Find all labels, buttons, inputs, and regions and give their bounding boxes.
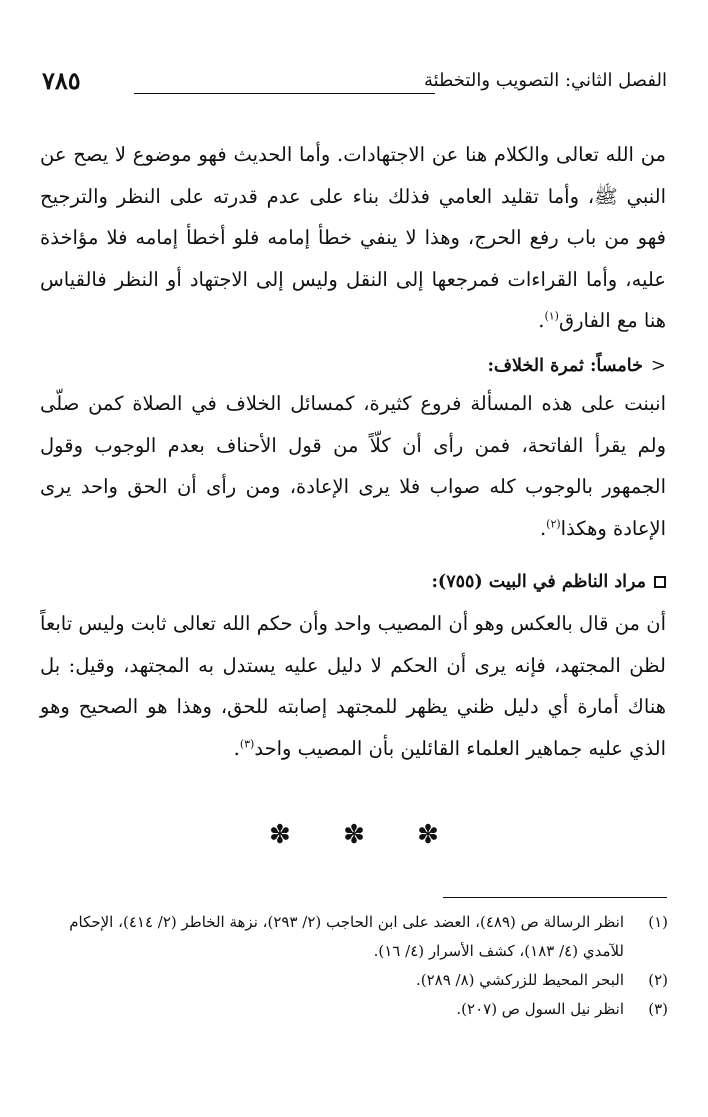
chapter-title: الفصل الثاني: التصويب والتخطئة	[423, 70, 667, 91]
square-box-icon	[654, 576, 666, 588]
header-rule	[134, 93, 435, 94]
footnote-item	[40, 995, 668, 1024]
footnote-number: (١)	[648, 913, 668, 931]
footnote-text: انظر نيل السول ص (٢٠٧).	[456, 1000, 624, 1018]
section-heading-khamisan	[487, 355, 666, 376]
section-divider-ornament-icon: ✽ ✽ ✽	[269, 820, 461, 850]
footnote-rule	[443, 897, 667, 898]
paragraph-1-text: من الله تعالى والكلام هنا عن الاجتهادات. وأما الحديث فهو موضوع لا يصح عن النبي ﷺ، وأما تقليد العامي فذلك بناء على عدم قدرته على النظر والترجيح فهو من باب رفع الحرج، وهذا لا ينفي خطأ إمامه فلو أخطأ إمامه فلا مؤاخذة عليه، وأما القراءات فمرجعها إلى النقل وليس إلى الاجتهاد أو النظر فالقياس هنا مع الفارق	[40, 143, 666, 332]
footnote-text: البحر المحيط للزركشي (٨/ ٢٨٩).	[415, 971, 624, 989]
section-heading-text: مراد الناظم في البيت (٧٥٥):	[431, 572, 646, 592]
paragraph-3	[40, 603, 666, 769]
angle-marker-icon: <	[650, 355, 666, 376]
paragraph-3-end: .	[233, 736, 240, 760]
paragraph-2-text: انبنت على هذه المسألة فروع كثيرة، كمسائل الخلاف في الصلاة كمن صلّى ولم يقرأ الفاتحة، فمن رأى أن كلّاً من قول الأحناف بعدم الوجوب وقول الجمهور بالوجوب كله صواب فلا يرى الإعادة، ومن رأى أن الحق واحد يرى الإعادة وهكذا	[40, 392, 666, 540]
footnote-number: (٢)	[648, 971, 668, 989]
paragraph-2-end: .	[539, 516, 547, 540]
section-heading-text: خامساً: ثمرة الخلاف:	[487, 355, 643, 376]
footnote-ref-3[interactable]: (٣)	[239, 737, 255, 750]
footnote-item	[40, 908, 668, 966]
paragraph-1	[40, 134, 666, 342]
running-header	[42, 66, 667, 102]
footnote-text: انظر الرسالة ص (٤٨٩)، العضد على ابن الحاجب (٢/ ٢٩٣)، نزهة الخاطر (٢/ ٤١٤)، الإحكام للآمدي (٤/ ١٨٣)، كشف الأسرار (٤/ ١٦).	[69, 913, 624, 960]
footnote-ref-1[interactable]: (١)	[544, 309, 559, 323]
paragraph-1-end: .	[538, 309, 545, 332]
page-number: ٧٨٥	[42, 66, 81, 95]
section-heading-murad	[431, 572, 666, 592]
footnote-number: (٣)	[648, 1000, 668, 1018]
footnotes	[40, 908, 668, 1024]
footnote-ref-2[interactable]: (٢)	[546, 517, 561, 530]
paragraph-2	[40, 383, 666, 549]
footnote-item	[40, 966, 668, 995]
paragraph-3-text: أن من قال بالعكس وهو أن المصيب واحد وأن حكم الله تعالى ثابت وليس تابعاً لظن المجتهد، فإنه يرى أن الحكم لا دليل عليه يستدل به المجتهد، وقيل: بل هناك أمارة أي دليل ظني يظهر للمجتهد إصابته للحق، وهذا هو الصحيح وهو الذي عليه جماهير العلماء القائلين بأن المصيب واحد	[40, 612, 666, 760]
